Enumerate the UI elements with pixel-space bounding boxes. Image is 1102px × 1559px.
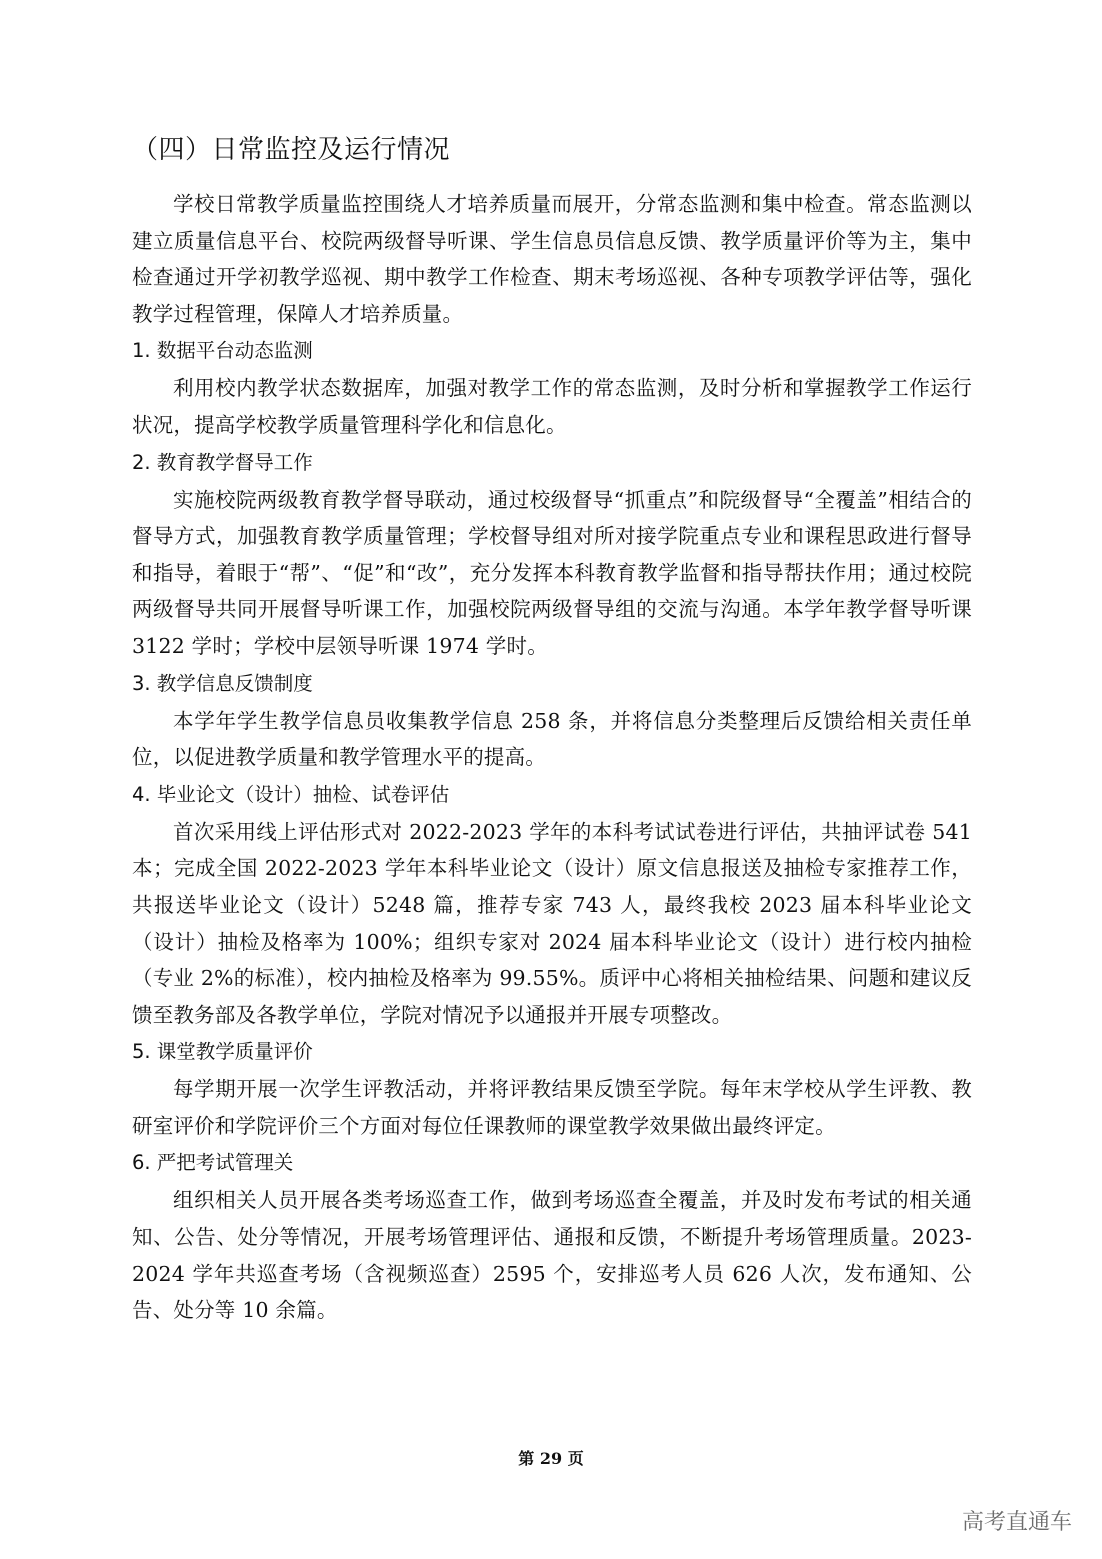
subsection-heading-3: 3. 教学信息反馈制度	[132, 671, 313, 695]
content-body	[132, 186, 972, 1329]
subsection-body-5: 每学期开展一次学生评教活动，并将评教结果反馈至学院。每年末学校从学生评教、教研室评价和学院评价三个方面对每位任课教师的课堂教学效果做出最终评定。	[132, 1077, 972, 1138]
section-title: （四）日常监控及运行情况	[132, 135, 451, 165]
subsection-body-3: 本学年学生教学信息员收集教学信息 258 条，并将信息分类整理后反馈给相关责任单位，以促进教学质量和教学管理水平的提高。	[132, 708, 972, 770]
subsection-heading-4: 4. 毕业论文（设计）抽检、试卷评估	[132, 782, 450, 806]
subsection-heading-5: 5. 课堂教学质量评价	[132, 1040, 313, 1064]
page-number: 第 29 页	[518, 1449, 584, 1468]
subsection-body-1: 利用校内教学状态数据库，加强对教学工作的常态监测，及时分析和掌握教学工作运行状况，提高学校教学质量管理科学化和信息化。	[132, 376, 972, 437]
watermark: 高考直通车	[961, 1510, 1072, 1535]
subsection-body-4: 首次采用线上评估形式对 2022-2023 学年的本科考试试卷进行评估，共抽评试卷 541 本；完成全国 2022-2023 学年本科毕业论文（设计）原文信息报送及抽检专家推荐工作，共报送毕业论文（设计）5248 篇，推荐专家 743 人，最终我校 2023 届本科毕业论文（设计）抽检及格率为 100%；组织专家对 2024 届本科毕业论文（设计）进行校内抽检（专业 2%的标准），校内抽检及格率为 99.55%。质评中心将相关抽检结果、问题和建议反馈至教务部及各教学单位，学院对情况予以通报并开展专项整改。	[132, 819, 972, 1027]
subsection-heading-6: 6. 严把考试管理关	[132, 1151, 294, 1175]
subsection-body-6: 组织相关人员开展各类考场巡查工作，做到考场巡查全覆盖，并及时发布考试的相关通知、公告、处分等情况，开展考场管理评估、通报和反馈，不断提升考场管理质量。2023-2024 学年共巡查考场（含视频巡查）2595 个，安排巡考人员 626 人次，发布通知、公告、处分等 10 余篇。	[132, 1188, 972, 1323]
subsection-heading-1: 1. 数据平台动态监测	[132, 339, 313, 363]
intro-paragraph: 学校日常教学质量监控围绕人才培养质量而展开，分常态监测和集中检查。常态监测以建立质量信息平台、校院两级督导听课、学生信息员信息反馈、教学质量评价等为主，集中检查通过开学初教学巡视、期中教学工作检查、期末考场巡视、各种专项教学评估等，强化教学过程管理，保障人才培养质量。	[132, 192, 972, 326]
subsection-heading-2: 2. 教育教学督导工作	[132, 450, 313, 474]
subsection-body-2: 实施校院两级教育教学督导联动，通过校级督导“抓重点”和院级督导“全覆盖”相结合的督导方式，加强教育教学质量管理；学校督导组对所对接学院重点专业和课程思政进行督导和指导，着眼于“帮”、“促”和“改”，充分发挥本科教育教学监督和指导帮扶作用；通过校院两级督导共同开展督导听课工作，加强校院两级督导组的交流与沟通。本学年教学督导听课 3122 学时；学校中层领导听课 1974 学时。	[132, 487, 972, 658]
